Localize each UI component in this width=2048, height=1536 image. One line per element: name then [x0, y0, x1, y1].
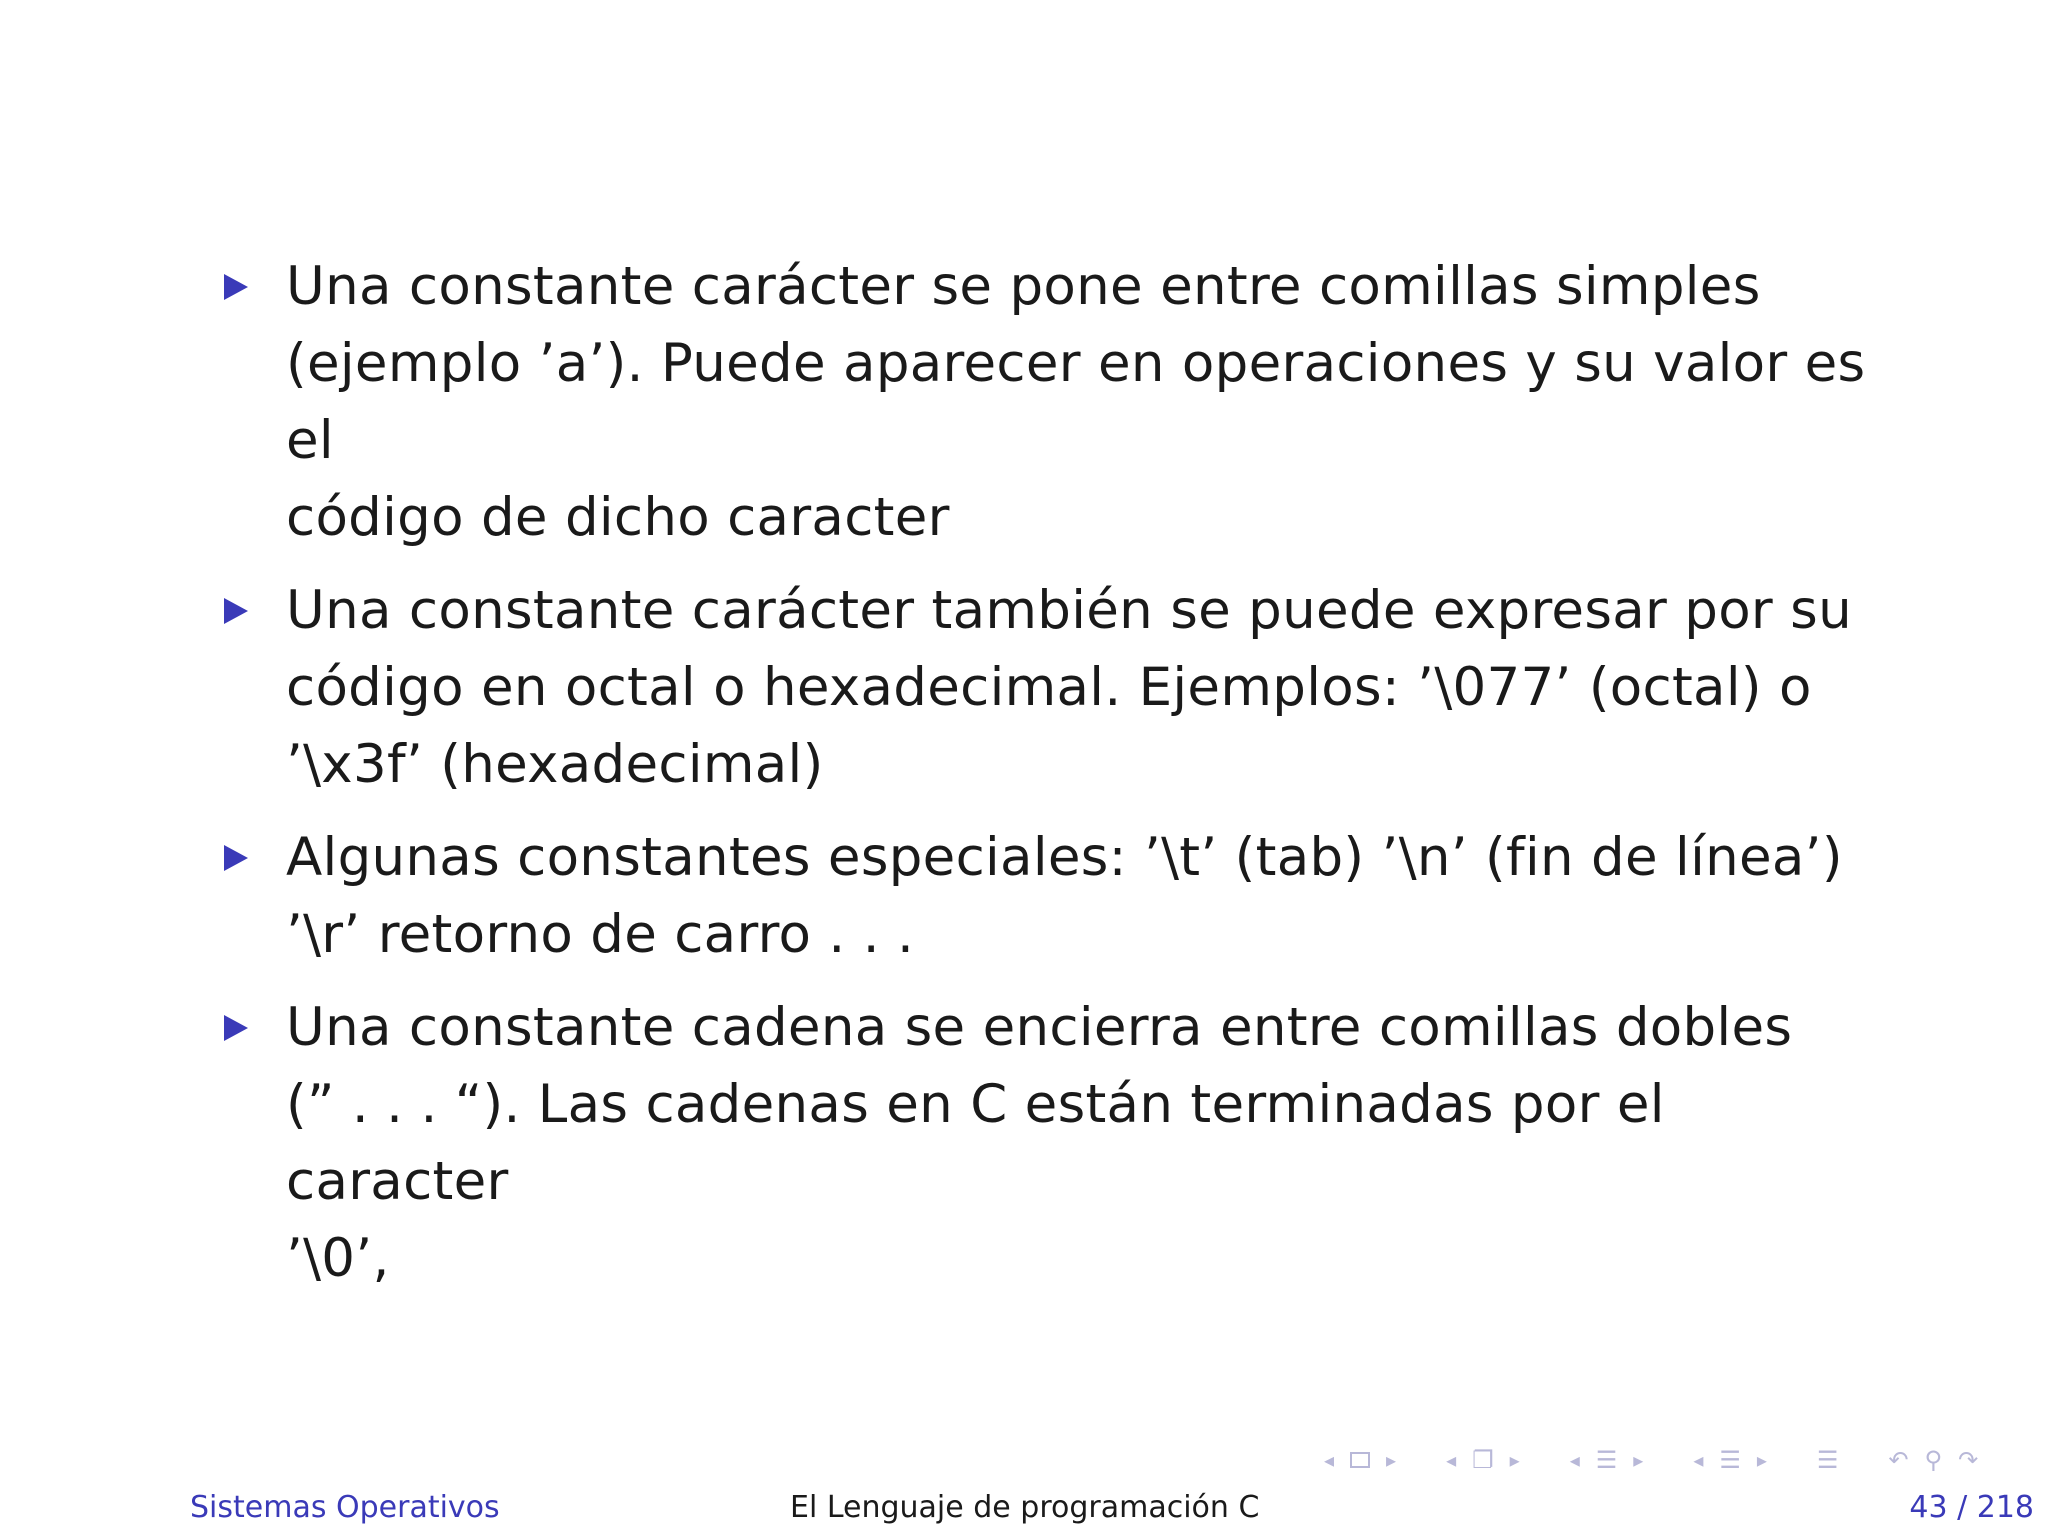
footer-course-title: Sistemas Operativos: [190, 1490, 500, 1525]
next-subsection-icon[interactable]: ▸: [1509, 1448, 1520, 1472]
align-nav: [1809, 1446, 1847, 1474]
bullet-line: ’\x3f’ (hexadecimal): [286, 734, 824, 795]
beamer-navigation-bar: [1316, 1442, 2020, 1478]
bullet-list: [220, 248, 1880, 1313]
prev-frame-icon[interactable]: ◂: [1324, 1448, 1335, 1472]
bullet-line: código en octal o hexadecimal. Ejemplos: ’\077’ (octal) o: [286, 657, 1812, 718]
subsection-icon[interactable]: ❐: [1472, 1446, 1494, 1474]
bullet-item: [220, 572, 1880, 803]
footer-presentation-title: El Lenguaje de programación C: [790, 1490, 1260, 1525]
search-nav: [1880, 1446, 1986, 1474]
redo-icon[interactable]: ↷: [1958, 1446, 1979, 1474]
bullet-line: Una constante cadena se encierra entre comillas dobles: [286, 997, 1793, 1058]
frame-nav: [1316, 1448, 1404, 1472]
next-frame-icon[interactable]: ▸: [1386, 1448, 1397, 1472]
prev-section-icon[interactable]: ◂: [1569, 1448, 1580, 1472]
next-section-icon[interactable]: ▸: [1633, 1448, 1644, 1472]
triangle-bullet-icon: [224, 845, 248, 871]
search-icon[interactable]: ⚲: [1924, 1446, 1943, 1474]
footer: [0, 1490, 2048, 1536]
bullet-item: [220, 819, 1880, 973]
part-nav: [1685, 1446, 1775, 1474]
section-nav: [1562, 1446, 1652, 1474]
bullet-line: Una constante carácter también se puede expresar por su: [286, 580, 1852, 641]
bullet-line: (” . . . “). Las cadenas en C están terminadas por el caracter: [286, 1074, 1665, 1212]
bullet-line: código de dicho caracter: [286, 487, 950, 548]
frame-icon[interactable]: [1350, 1452, 1370, 1468]
subsection-nav: [1438, 1446, 1528, 1474]
section-icon[interactable]: ☰: [1595, 1446, 1618, 1474]
align-icon[interactable]: ☰: [1816, 1446, 1839, 1474]
triangle-bullet-icon: [224, 1015, 248, 1041]
prev-subsection-icon[interactable]: ◂: [1446, 1448, 1457, 1472]
bullet-item: [220, 989, 1880, 1297]
prev-part-icon[interactable]: ◂: [1693, 1448, 1704, 1472]
part-icon[interactable]: ☰: [1719, 1446, 1741, 1474]
bullet-line: (ejemplo ’a’). Puede aparecer en operaciones y su valor es el: [286, 333, 1866, 471]
bullet-line: ’\r’ retorno de carro . . .: [286, 904, 915, 965]
bullet-item: [220, 248, 1880, 556]
undo-icon[interactable]: ↶: [1888, 1446, 1909, 1474]
bullet-line: ’\0’,: [286, 1228, 390, 1289]
triangle-bullet-icon: [224, 274, 248, 300]
triangle-bullet-icon: [224, 598, 248, 624]
page-number: 43 / 218: [1909, 1490, 2034, 1525]
next-part-icon[interactable]: ▸: [1756, 1448, 1767, 1472]
bullet-line: Algunas constantes especiales: ’\t’ (tab) ’\n’ (fin de línea’): [286, 827, 1843, 888]
bullet-line: Una constante carácter se pone entre comillas simples: [286, 256, 1761, 317]
